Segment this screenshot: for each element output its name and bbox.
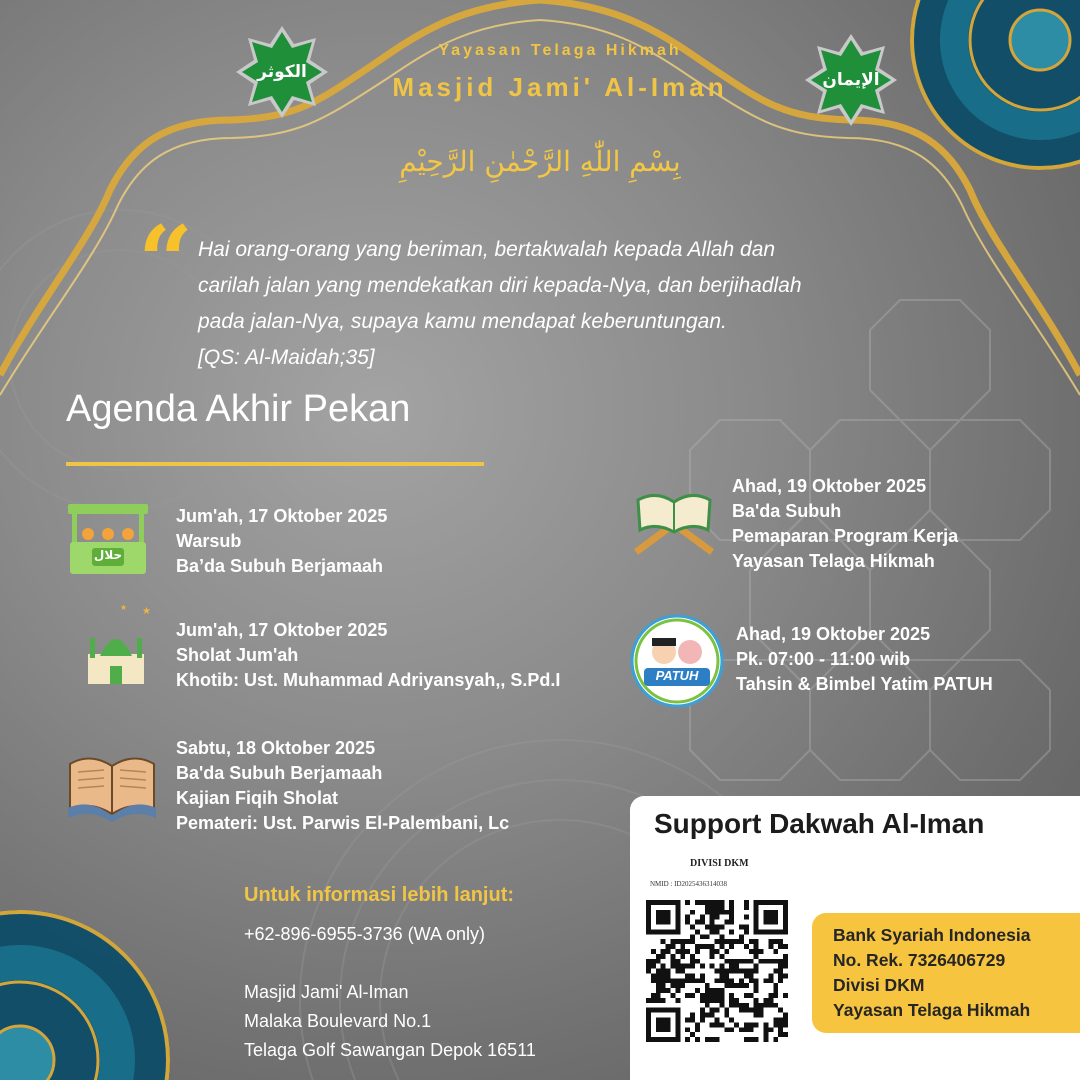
svg-text:★: ★ (120, 603, 128, 612)
event-date: Jum'ah, 17 Oktober 2025 (176, 506, 388, 526)
bank-account-box (812, 913, 1080, 1033)
verse-line: pada jalan-Nya, supaya kamu mendapat keberuntungan. (198, 310, 727, 334)
address-line: Malaka Boulevard No.1 (244, 1011, 432, 1031)
badge-left-label: الكوثر (257, 62, 307, 82)
svg-text:★: ★ (142, 606, 151, 617)
quran-verse (198, 232, 938, 376)
account-holder: Yayasan Telaga Hikmah (833, 1000, 1031, 1020)
basmalah-calligraphy: بِسْمِ اللّٰهِ الرَّحْمٰنِ الرَّحِيْمِ (399, 145, 681, 178)
event-detail: Sholat Jum'ah (176, 645, 299, 665)
open-book-icon (66, 746, 158, 824)
event-date: Ahad, 19 Oktober 2025 (736, 624, 931, 644)
support-title: Support Dakwah Al-Iman (654, 808, 985, 839)
event-detail: Pk. 07:00 - 11:00 wib (736, 649, 911, 669)
quran-stand-icon (628, 484, 720, 556)
event-detail: Ba’da Subuh Berjamaah (176, 556, 384, 576)
event-detail: Pemateri: Ust. Parwis El-Palembani, Lc (176, 813, 510, 833)
qris-qr-code[interactable] (646, 900, 788, 1042)
address-line: Telaga Golf Sawangan Depok 16511 (244, 1040, 536, 1060)
event-detail: Warsub (176, 531, 242, 551)
event-detail: Pemaparan Program Kerja (732, 526, 959, 546)
badge-right-label: الإيمان (822, 70, 880, 90)
qr-nmid: NMID : ID2025436314038 (650, 880, 727, 888)
verse-line: Hai orang-orang yang beriman, bertakwalah kepada Allah dan (198, 238, 776, 261)
event-date: Sabtu, 18 Oktober 2025 (176, 738, 376, 758)
verse-source: [QS: Al-Maidah;35] (198, 346, 375, 370)
verse-line: carilah jalan yang mendekatkan diri kepada-Nya, dan berjihadlah (198, 274, 802, 298)
event-detail: Ba'da Subuh Berjamaah (176, 763, 383, 783)
contact-heading: Untuk informasi lebih lanjut: (244, 884, 515, 906)
mosque-name: Masjid Jami' Al-Iman (392, 72, 728, 102)
bank-name: Bank Syariah Indonesia (833, 925, 1031, 945)
quote-mark-icon: “ (138, 205, 194, 318)
event-detail: Yayasan Telaga Hikmah (732, 551, 935, 571)
address-line: Masjid Jami' Al-Iman (244, 982, 409, 1002)
account-division: Divisi DKM (833, 975, 925, 995)
patuh-logo-label: PATUH (655, 668, 699, 683)
event-detail: Ba'da Subuh (732, 501, 842, 521)
event-detail: Tahsin & Bimbel Yatim PATUH (736, 674, 993, 694)
event-detail: Kajian Fiqih Sholat (176, 788, 339, 808)
contact-phone: +62-896-6955-3736 (WA only) (244, 924, 485, 944)
mosque-crescent-icon (60, 602, 156, 694)
account-number: No. Rek. 7326406729 (833, 950, 1006, 970)
agenda-title: Agenda Akhir Pekan (66, 388, 411, 430)
patuh-logo-icon (630, 614, 724, 708)
title-divider (66, 462, 484, 466)
halal-label: حلال (93, 548, 123, 562)
event-date: Ahad, 19 Oktober 2025 (732, 476, 927, 496)
event-date: Jum'ah, 17 Oktober 2025 (176, 620, 388, 640)
foundation-name: Yayasan Telaga Hikmah (438, 42, 682, 59)
event-detail: Khotib: Ust. Muhammad Adriyansyah,, S.Pd.I (176, 670, 561, 690)
halal-market-stall-icon (66, 502, 150, 576)
qr-caption: DIVISI DKM (690, 858, 749, 869)
